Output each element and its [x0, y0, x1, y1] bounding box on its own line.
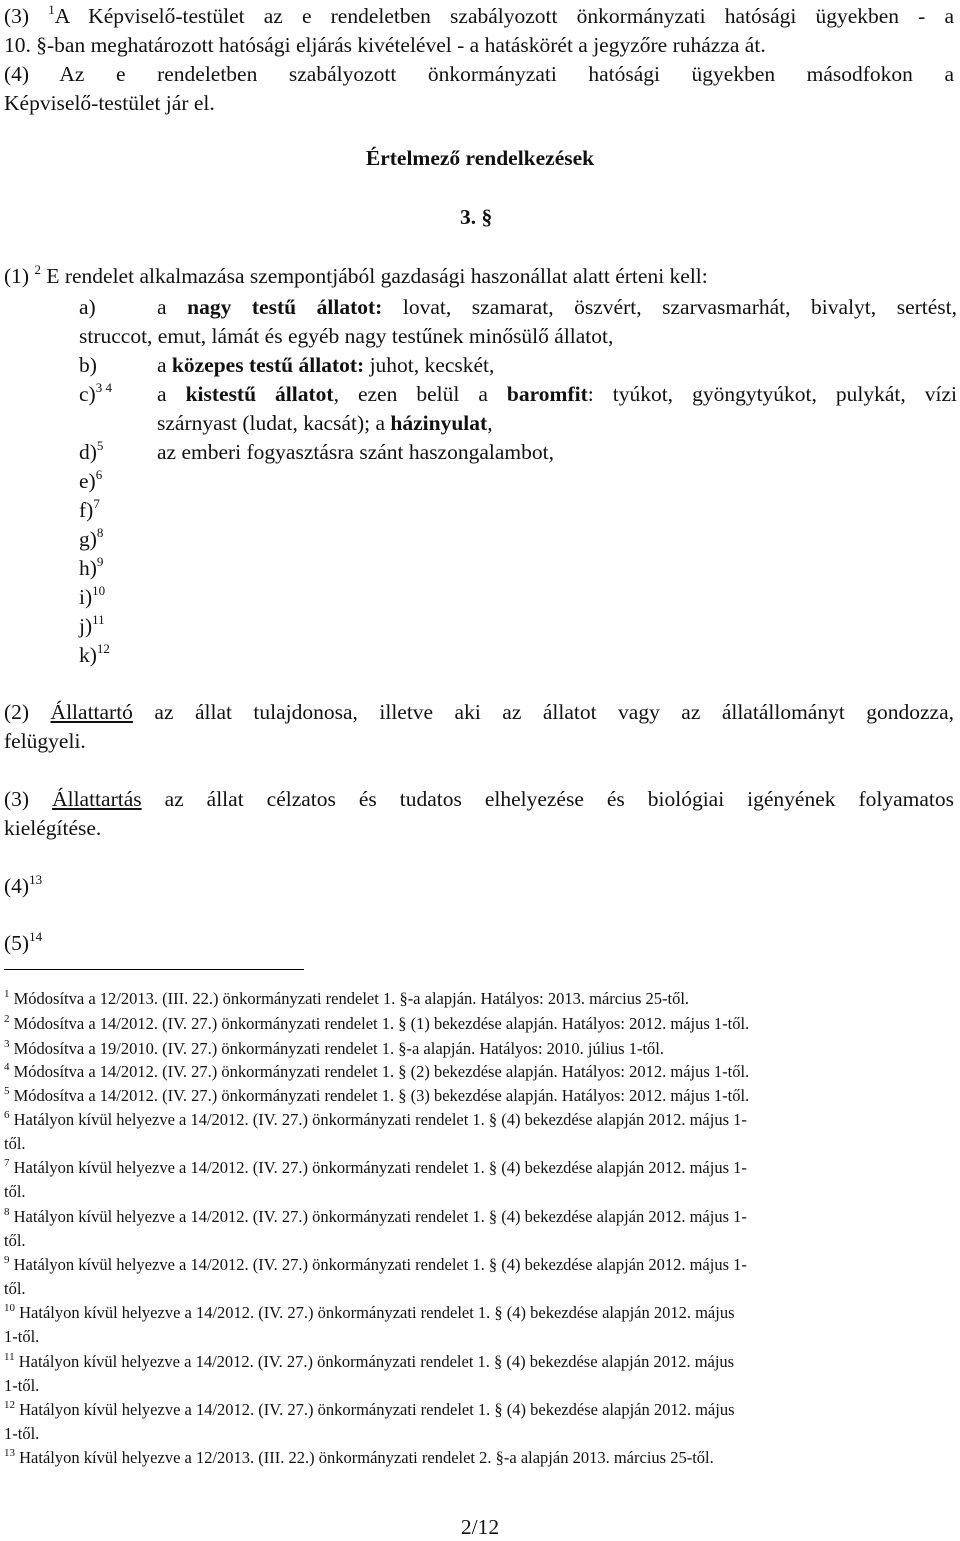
footnote-8-cont: től. [4, 1231, 26, 1250]
footnote-9-cont: től. [4, 1279, 26, 1298]
paragraph-3-line-2: 10. §-ban meghatározott hatósági eljárás kivételével - a hatáskörét a jegyzőre ruházza át. [4, 33, 766, 57]
item-a-line-1: a nagy testű állatot: lovat, szamarat, öszvért, szarvasmarhát, bivalyt, sertést, [157, 295, 958, 319]
item-f-label: f)$^7$ [79, 496, 100, 522]
paragraph-3-line-1: (3) $^1$A Képviselő-testület az e rendeletben szabályozott önkormányzati hatósági ügyekben - a [4, 2, 955, 28]
item-i-label: i)$^{10}$ [79, 583, 106, 609]
footnote-8: $^8$ Hatályon kívül helyezve a 14/2012. (IV. 27.) önkormányzati rendelet 1. § (4) bekezdése alapján 2012. május 1- [4, 1206, 747, 1226]
footnote-12: $^{12}$ Hatályon kívül helyezve a 14/2012. (IV. 27.) önkormányzati rendelet 1. § (4) bekezdése alapján 2012. május [4, 1399, 735, 1419]
footnote-11-cont: 1-től. [4, 1376, 40, 1395]
footnote-9: $^9$ Hatályon kívül helyezve a 14/2012. (IV. 27.) önkormányzati rendelet 1. § (4) bekezdése alapján 2012. május 1- [4, 1254, 747, 1274]
paragraph-4b: $(4)^{13}$ [4, 872, 43, 898]
footnote-separator [4, 969, 304, 970]
footnote-7-cont: től. [4, 1182, 26, 1201]
paragraph-2-line-2: felügyeli. [4, 729, 86, 753]
item-g-label: g)$^8$ [79, 525, 104, 551]
page-number: 2/12 [460, 1515, 500, 1539]
footnote-10-cont: 1-től. [4, 1327, 40, 1346]
footnote-3: $^3$ Módosítva a 19/2010. (IV. 27.) önkormányzati rendelet 1. §-a alapján. Hatályos: 2010. július 1-től. [4, 1038, 665, 1058]
item-k-label: k)$^{12}$ [79, 641, 110, 667]
footnote-2: $^2$ Módosítva a 14/2012. (IV. 27.) önkormányzati rendelet 1. § (1) bekezdése alapján. Hatályos: 2012. május 1-től. [4, 1013, 750, 1033]
footnote-10: $^{10}$ Hatályon kívül helyezve a 14/2012. (IV. 27.) önkormányzati rendelet 1. § (4) bekezdése alapján 2012. május [4, 1302, 735, 1322]
footnote-13: $^{13}$ Hatályon kívül helyezve a 12/2013. (III. 22.) önkormányzati rendelet 2. §-a alapján 2013. március 25-től. [4, 1447, 714, 1467]
item-e-label: e)$^6$ [79, 467, 103, 493]
paragraph-1: (1) $^2$ E rendelet alkalmazása szempontjából gazdasági haszonállat alatt érteni kell: [4, 262, 708, 288]
item-a-label: a) [79, 295, 96, 319]
footnote-6-cont: től. [4, 1134, 26, 1153]
footnote-11: $^{11}$ Hatályon kívül helyezve a 14/2012. (IV. 27.) önkormányzati rendelet 1. § (4) bekezdése alapján 2012. május [4, 1351, 735, 1371]
section-number: 3. § [460, 205, 493, 229]
footnote-6: $^6$ Hatályon kívül helyezve a 14/2012. (IV. 27.) önkormányzati rendelet 1. § (4) bekezdése alapján 2012. május 1- [4, 1109, 747, 1129]
item-d-label: d)$^5$ [79, 438, 104, 464]
item-b-text: a közepes testű állatot: juhot, kecskét, [157, 353, 495, 377]
paragraph-4-line-2: Képviselő-testület jár el. [4, 91, 215, 115]
footnote-1: $^1$ Módosítva a 12/2013. (III. 22.) önkormányzati rendelet 1. §-a alapján. Hatályos: 2013. március 25-től. [4, 988, 690, 1008]
paragraph-5b: $(5)^{14}$ [4, 929, 43, 955]
item-c-line-2: szárnyast (ludat, kacsát); a házinyulat, [157, 411, 493, 435]
paragraph-2-line-1: (2) Állattartó az állat tulajdonosa, illetve aki az állatot vagy az állatállományt gondozza, [4, 700, 955, 724]
item-d-text: az emberi fogyasztásra szánt haszongalambot, [157, 440, 554, 464]
section-heading: Értelmező rendelkezések [365, 146, 595, 170]
footnote-12-cont: 1-től. [4, 1424, 40, 1443]
paragraph-4-line-1: (4) Az e rendeletben szabályozott önkormányzati hatósági ügyekben másodfokon a [4, 62, 954, 86]
item-j-label: j)$^{11}$ [79, 612, 105, 638]
item-c-label: c)$^{3 4}$ [79, 380, 112, 406]
footnote-7: $^7$ Hatályon kívül helyezve a 14/2012. (IV. 27.) önkormányzati rendelet 1. § (4) bekezdése alapján 2012. május 1- [4, 1157, 747, 1177]
item-c-line-1: a kistestű állatot, ezen belül a baromfit: tyúkot, gyöngytyúkot, pulykát, vízi [157, 382, 958, 406]
footnote-5: $^5$ Módosítva a 14/2012. (IV. 27.) önkormányzati rendelet 1. § (3) bekezdése alapján. Hatályos: 2012. május 1-től. [4, 1085, 750, 1105]
item-b-label: b) [79, 353, 97, 377]
paragraph-3b-line-2: kielégítése. [4, 816, 102, 840]
item-a-line-2: struccot, emut, lámát és egyéb nagy testűnek minősülő állatot, [79, 324, 614, 348]
paragraph-3b-line-1: (3) Állattartás az állat célzatos és tudatos elhelyezése és biológiai igényének folyamatos [4, 787, 955, 811]
item-h-label: h)$^9$ [79, 554, 104, 580]
footnote-4: $^4$ Módosítva a 14/2012. (IV. 27.) önkormányzati rendelet 1. § (2) bekezdése alapján. Hatályos: 2012. május 1-től. [4, 1061, 750, 1081]
